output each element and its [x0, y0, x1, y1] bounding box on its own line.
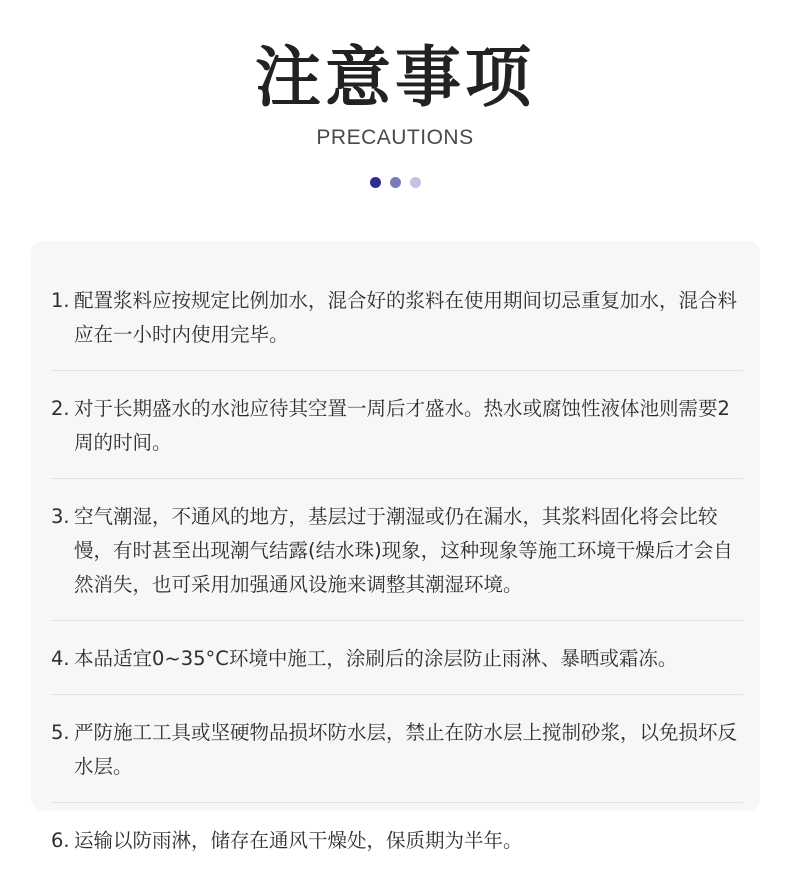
list-item	[51, 371, 743, 479]
item-text: 运输以防雨淋，储存在通风干燥处，保质期为半年。	[74, 829, 523, 852]
dot-icon	[390, 177, 401, 188]
item-text: 对于长期盛水的水池应待其空置一周后才盛水。热水或腐蚀性液体池则需要2周的时间。	[74, 397, 730, 454]
precautions-list	[51, 263, 743, 876]
precautions-card	[31, 241, 760, 852]
item-text: 本品适宜0~35°C环境中施工，涂刷后的涂层防止雨淋、暴晒或霜冻。	[74, 647, 678, 670]
item-number: 5.	[51, 721, 70, 744]
item-number: 4.	[51, 647, 70, 670]
item-number: 6.	[51, 829, 70, 852]
list-item	[51, 479, 743, 621]
dot-icon	[370, 177, 381, 188]
page-subtitle: PRECAUTIONS	[316, 126, 474, 149]
list-item	[51, 695, 743, 803]
list-item	[51, 621, 743, 695]
page-title: 注意事项	[255, 39, 535, 116]
dot-icon	[410, 177, 421, 188]
list-item	[51, 263, 743, 371]
list-item	[51, 803, 743, 876]
item-text: 严防施工工具或坚硬物品损坏防水层，禁止在防水层上搅制砂浆，以免损坏反水层。	[74, 721, 738, 778]
item-number: 1.	[51, 289, 70, 312]
item-number: 2.	[51, 397, 70, 420]
decorative-dots	[0, 177, 790, 188]
item-text: 配置浆料应按规定比例加水，混合好的浆料在使用期间切忌重复加水，混合料应在一小时内使用完毕。	[74, 289, 738, 346]
item-number: 3.	[51, 505, 70, 528]
item-text: 空气潮湿，不通风的地方，基层过于潮湿或仍在漏水，其浆料固化将会比较慢，有时甚至出现潮气结露(结水珠)现象，这种现象等施工环境干燥后才会自然消失，也可采用加强通风设施来调整其潮湿环境。	[74, 505, 733, 596]
